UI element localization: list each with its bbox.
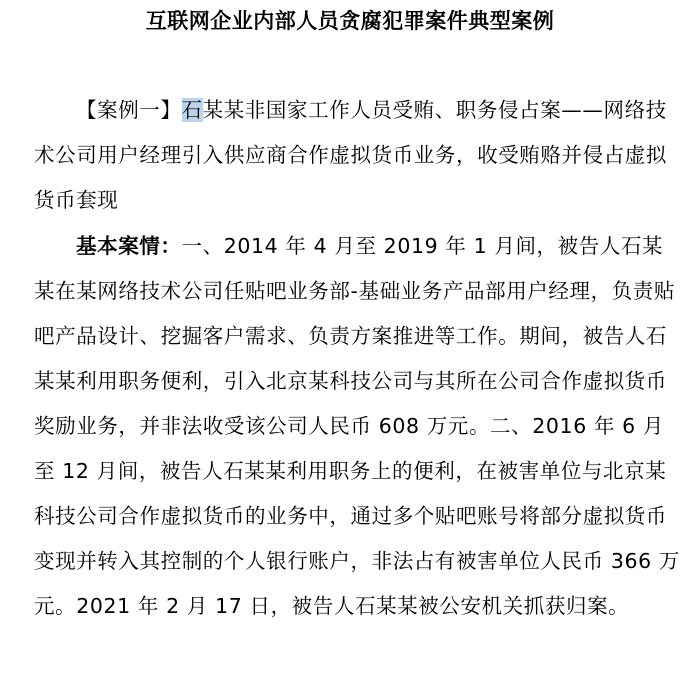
case-heading-paragraph <box>34 88 680 223</box>
case-label: 【案例一】 <box>76 98 182 122</box>
basic-facts-text: 一、2014 年 4 月至 2019 年 1 月间，被告人石某某在某网络技术公司任贴吧业务部-基础业务产品部用户经理，负责贴吧产品设计、挖掘客户需求、负责方案推进等工作。期间，被告人石某某利用职务便利，引入北京某科技公司与其所在公司合作虚拟货币奖励业务，并非法收受该公司人民币 608 万元。二、2016 年 6 月至 12 月间，被告人石某某利用职务上的便利，在被害单位与北京某科技公司合作虚拟货币的业务中，通过多个贴吧账号将部分虚拟货币变现并转入其控制的个人银行账户，非法占有被害单位人民币 366 万元。2021 年 2 月 17 日，被告人石某某被公安机关抓获归案。 <box>34 234 680 618</box>
basic-facts-label: 基本案情： <box>76 234 182 258</box>
document-title: 互联网企业内部人员贪腐犯罪案件典型案例 <box>145 9 555 33</box>
case-heading-text: 某某非国家工作人员受贿、职务侵占案——网络技术公司用户经理引入供应商合作虚拟货币业务，收受贿赂并侵占虚拟货币套现 <box>34 98 667 212</box>
basic-facts-paragraph <box>34 224 680 629</box>
selected-text-highlight[interactable]: 石 <box>181 98 203 122</box>
